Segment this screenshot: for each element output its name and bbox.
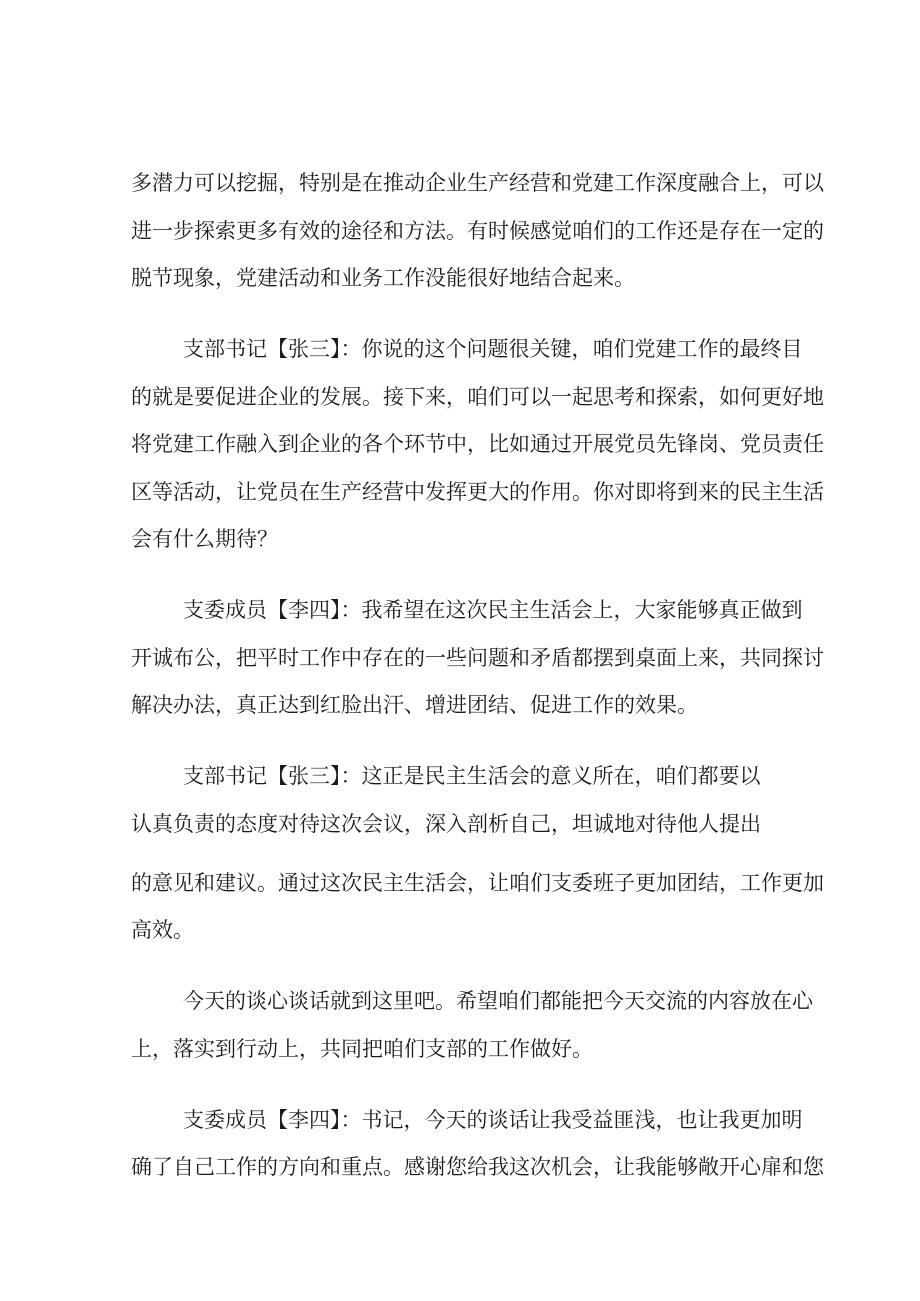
paragraph-5-line-1: 今天的谈心谈话就到这里吧。希望咱们都能把今天交流的内容放在心 (183, 989, 813, 1013)
paragraph-2-line-4: 区等活动，让党员在生产经营中发挥更大的作用。你对即将到来的民主生活 (131, 480, 824, 504)
paragraph-5-line-2: 上，落实到行动上，共同把咱们支部的工作做好。 (131, 1037, 593, 1061)
paragraph-1-line-2: 进一步探索更多有效的途径和方法。有时候感觉咱们的工作还是存在一定的 (131, 219, 824, 243)
paragraph-2-line-3: 将党建工作融入到企业的各个环节中，比如通过开展党员先锋岗、党员责任 (131, 432, 824, 456)
paragraph-6-line-1: 支委成员【李四】：书记，今天的谈话让我受益匪浅，也让我更加明 (183, 1108, 803, 1132)
paragraph-3-line-1: 支委成员【李四】：我希望在这次民主生活会上，大家能够真正做到 (183, 598, 803, 622)
paragraph-2-line-5: 会有什么期待？ (131, 527, 278, 551)
paragraph-6-line-2: 确了自己工作的方向和重点。感谢您给我这次机会，让我能够敞开心扉和您 (131, 1155, 824, 1179)
paragraph-1-line-1: 多潜力可以挖掘，特别是在推动企业生产经营和党建工作深度融合上，可以 (131, 171, 824, 195)
paragraph-2-line-1: 支部书记【张三】：你说的这个问题很关键，咱们党建工作的最终目 (183, 337, 803, 361)
paragraph-3-line-3: 解决办法，真正达到红脸出汗、增进团结、促进工作的效果。 (131, 693, 698, 717)
paragraph-4-line-4: 高效。 (131, 918, 194, 942)
paragraph-4-line-1: 支部书记【张三】：这正是民主生活会的意义所在，咱们都要以 (183, 764, 761, 788)
paragraph-4-line-2: 认真负责的态度对待这次会议，深入剖析自己，坦诚地对待他人提出 (131, 812, 761, 836)
paragraph-3-line-2: 开诚布公，把平时工作中存在的一些问题和矛盾都摆到桌面上来，共同探讨 (131, 646, 824, 670)
paragraph-4-line-3: 的意见和建议。通过这次民主生活会，让咱们支委班子更加团结，工作更加 (131, 871, 824, 895)
paragraph-2-line-2: 的就是要促进企业的发展。接下来，咱们可以一起思考和探索，如何更好地 (131, 385, 824, 409)
paragraph-1-line-3: 脱节现象，党建活动和业务工作没能很好地结合起来。 (131, 266, 635, 290)
